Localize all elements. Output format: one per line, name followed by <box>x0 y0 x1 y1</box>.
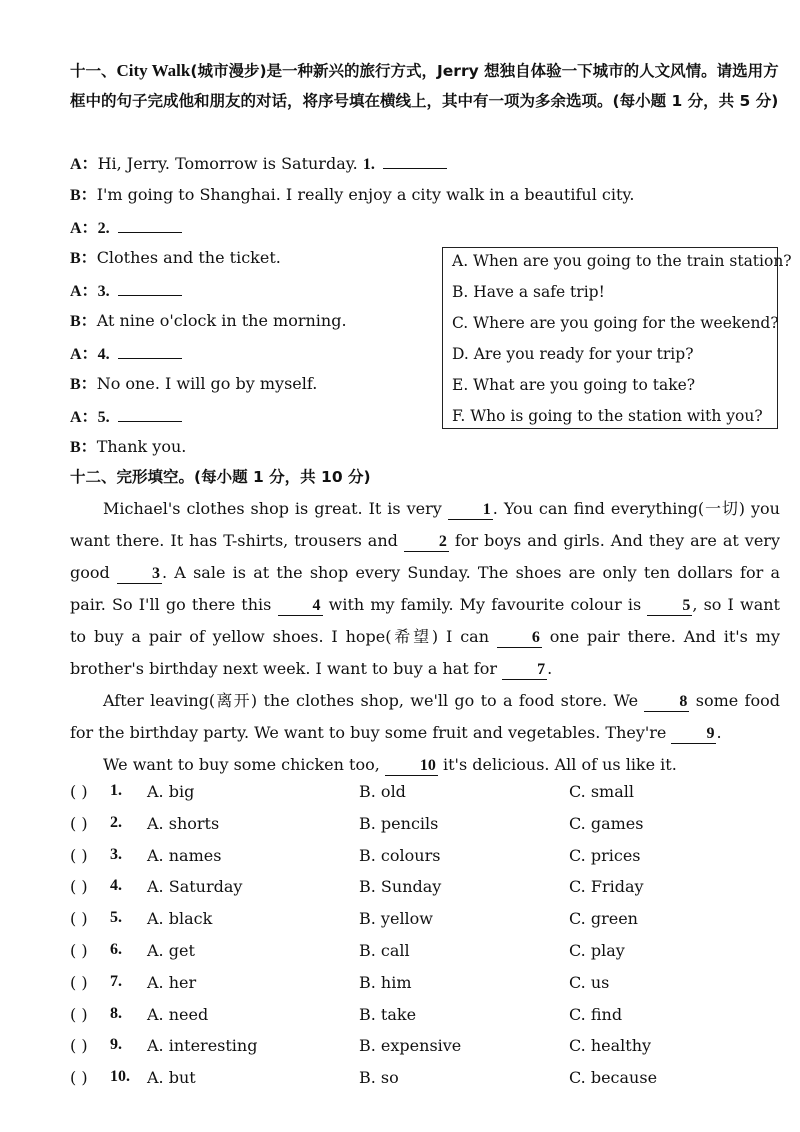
speaker-label: A： <box>70 409 98 426</box>
answer-paren[interactable]: ( ) <box>70 909 88 929</box>
passage-text: some food for the birthday party. We want to buy some fruit and vegetables. They're <box>70 691 780 742</box>
passage-paragraph-2 <box>70 685 780 749</box>
dialogue-line <box>70 216 182 240</box>
option-a[interactable]: A. but <box>147 1068 196 1088</box>
question-row <box>70 846 780 870</box>
answer-paren[interactable]: ( ) <box>70 1068 88 1088</box>
option-b[interactable]: B. expensive <box>359 1036 462 1056</box>
question-number: 6. <box>110 941 122 958</box>
option-b[interactable]: B. yellow <box>359 909 433 929</box>
answer-blank[interactable] <box>118 342 182 359</box>
option-c[interactable]: C. small <box>569 782 634 801</box>
option-a[interactable]: A. interesting <box>147 1036 258 1056</box>
option-a[interactable]: A. Saturday <box>147 877 243 897</box>
cloze-gap[interactable]: 5 <box>647 597 692 616</box>
dialogue-text: Hi, Jerry. Tomorrow is Saturday. <box>97 154 363 173</box>
option-a[interactable]: A. shorts <box>147 813 220 833</box>
answer-paren[interactable]: ( ) <box>70 1036 88 1056</box>
question-row <box>70 782 780 806</box>
passage-text: with my family. My favourite colour is <box>322 595 648 614</box>
speaker-label: B： <box>70 313 97 330</box>
dialogue-text: No one. I will go by myself. <box>96 374 318 393</box>
question-number: 1. <box>110 782 122 799</box>
option-b[interactable]: B. pencils <box>359 813 439 833</box>
dialogue-line <box>70 184 634 207</box>
dialogue-line <box>70 279 182 303</box>
section-11-prefix: 十一、 <box>70 62 117 80</box>
options-box <box>442 247 792 429</box>
option-a[interactable]: A. her <box>147 972 197 992</box>
option-c[interactable]: C. green <box>569 909 638 929</box>
speaker-label: B： <box>70 376 97 393</box>
section-11-title-en: City Walk <box>116 61 191 80</box>
question-row <box>70 973 780 997</box>
cloze-gap[interactable]: 3 <box>117 565 162 584</box>
dialogue-line <box>70 405 182 429</box>
cloze-gap[interactable]: 6 <box>497 629 542 648</box>
blank-number: 5. <box>97 409 110 426</box>
answer-paren[interactable]: ( ) <box>70 1004 88 1024</box>
question-number: 9. <box>110 1036 122 1054</box>
passage-text: After leaving(离开) the clothes shop, we'll go to a food store. We <box>103 691 645 710</box>
option-b[interactable]: B. colours <box>359 845 441 865</box>
speaker-label: A： <box>70 156 98 173</box>
option-a[interactable]: A. names <box>147 845 222 865</box>
passage-text: We want to buy some chicken too, <box>103 755 385 774</box>
passage-text: , so I want to buy a pair of yellow shoes. I hope(希望) I can <box>70 595 780 646</box>
speaker-label: A： <box>70 220 98 237</box>
dialogue-text: Clothes and the ticket. <box>96 248 281 267</box>
passage-text: Michael's clothes shop is great. It is very <box>103 499 448 518</box>
question-number: 3. <box>110 845 122 863</box>
question-row <box>70 1068 780 1092</box>
option-c[interactable]: C. prices <box>569 845 641 865</box>
passage-text: . <box>547 659 553 678</box>
cloze-gap[interactable]: 9 <box>671 725 716 744</box>
question-number: 4. <box>110 877 122 895</box>
dialogue-text: Thank you. <box>96 437 187 456</box>
cloze-gap[interactable]: 8 <box>644 693 689 712</box>
option-b[interactable]: B. Sunday <box>359 877 442 897</box>
dialogue-text: At nine o'clock in the morning. <box>96 311 347 330</box>
passage-text: one pair there. And it's my brother's birthday next week. I want to buy a hat for <box>70 627 780 678</box>
cloze-passage <box>70 493 780 781</box>
option-c[interactable]: C. Friday <box>569 877 644 897</box>
speaker-label: A： <box>70 346 98 363</box>
option-c[interactable]: C. because <box>569 1068 658 1088</box>
dialogue-line <box>70 247 281 270</box>
question-row <box>70 909 780 933</box>
option-c: C. Where are you going for the weekend? <box>452 314 779 332</box>
blank-number: 4. <box>97 346 110 363</box>
option-b[interactable]: B. take <box>359 1004 417 1024</box>
speaker-label: B： <box>70 187 97 204</box>
option-a[interactable]: A. need <box>147 1004 209 1024</box>
cloze-gap[interactable]: 10 <box>385 757 438 776</box>
option-a: A. When are you going to the train station? <box>452 252 792 270</box>
cloze-gap[interactable]: 2 <box>404 533 449 552</box>
answer-paren[interactable]: ( ) <box>70 782 88 801</box>
cloze-gap[interactable]: 1 <box>448 501 493 520</box>
answer-blank[interactable] <box>118 279 182 296</box>
question-row <box>70 814 780 838</box>
dialogue-line <box>70 152 447 176</box>
section-11-title-rest: (城市漫步)是一种新兴的旅行方式，Jerry 想独自体验一下城市的人文风情。请选用方框中的句子完成他和朋友的对话，将序号填在横线上，其中有一项为多余选项。(每小题 1 分，共 5 分) <box>70 62 779 110</box>
question-row <box>70 1005 780 1029</box>
option-a[interactable]: A. get <box>147 941 195 960</box>
answer-paren[interactable]: ( ) <box>70 845 88 865</box>
blank-number: 2. <box>97 220 110 237</box>
passage-text: . <box>716 723 722 742</box>
question-row <box>70 877 780 901</box>
speaker-label: B： <box>70 439 97 456</box>
answer-paren[interactable]: ( ) <box>70 941 88 960</box>
cloze-gap[interactable]: 4 <box>278 597 323 616</box>
option-e: E. What are you going to take? <box>452 376 696 394</box>
passage-text: . You can find everything(一切) you want there. It has T-shirts, trousers and <box>70 499 780 550</box>
option-d: D. Are you ready for your trip? <box>452 345 694 363</box>
dialogue-line <box>70 373 317 396</box>
question-row <box>70 1036 780 1060</box>
dialogue-line <box>70 342 182 366</box>
answer-blank[interactable] <box>118 405 182 422</box>
question-row <box>70 941 780 965</box>
speaker-label: A： <box>70 283 98 300</box>
option-c[interactable]: C. healthy <box>569 1036 652 1056</box>
question-number: 7. <box>110 972 122 990</box>
passage-paragraph-3 <box>70 749 780 781</box>
passage-text: . A sale is at the shop every Sunday. The shoes are only ten dollars for a pair. So I'll go there this <box>70 563 780 614</box>
option-a[interactable]: A. black <box>147 909 213 929</box>
answer-paren[interactable]: ( ) <box>70 813 88 833</box>
question-number: 8. <box>110 1004 122 1022</box>
option-b[interactable]: B. him <box>359 972 412 992</box>
question-number: 2. <box>110 813 122 831</box>
answer-paren[interactable]: ( ) <box>70 877 88 897</box>
section-12-title: 十二、完形填空。(每小题 1 分，共 10 分) <box>70 468 371 486</box>
dialogue-line <box>70 436 186 459</box>
question-number: 5. <box>110 909 122 927</box>
cloze-gap[interactable]: 7 <box>502 661 547 680</box>
option-c[interactable]: C. find <box>569 1004 623 1024</box>
answer-blank[interactable] <box>118 216 182 233</box>
blank-number: 3. <box>97 283 110 300</box>
answer-blank[interactable] <box>383 152 447 169</box>
section-11-title <box>70 56 780 116</box>
passage-text: for boys and girls. And they are at very good <box>70 531 780 582</box>
option-b: B. Have a safe trip! <box>452 283 605 301</box>
option-f: F. Who is going to the station with you? <box>452 407 763 425</box>
option-b[interactable]: B. so <box>359 1068 399 1088</box>
option-c[interactable]: C. games <box>569 813 644 833</box>
option-a[interactable]: A. big <box>147 782 195 801</box>
dialogue-line <box>70 310 347 333</box>
passage-text: it's delicious. All of us like it. <box>437 755 677 774</box>
option-b[interactable]: B. old <box>359 782 406 801</box>
answer-paren[interactable]: ( ) <box>70 972 88 992</box>
dialogue-text: I'm going to Shanghai. I really enjoy a city walk in a beautiful city. <box>96 185 635 204</box>
option-b[interactable]: B. call <box>359 941 410 960</box>
speaker-label: B： <box>70 250 97 267</box>
option-c[interactable]: C. play <box>569 941 625 960</box>
blank-number: 1. <box>362 156 375 173</box>
option-c[interactable]: C. us <box>569 972 610 992</box>
question-number: 10. <box>110 1068 130 1086</box>
passage-paragraph-1 <box>70 493 780 685</box>
